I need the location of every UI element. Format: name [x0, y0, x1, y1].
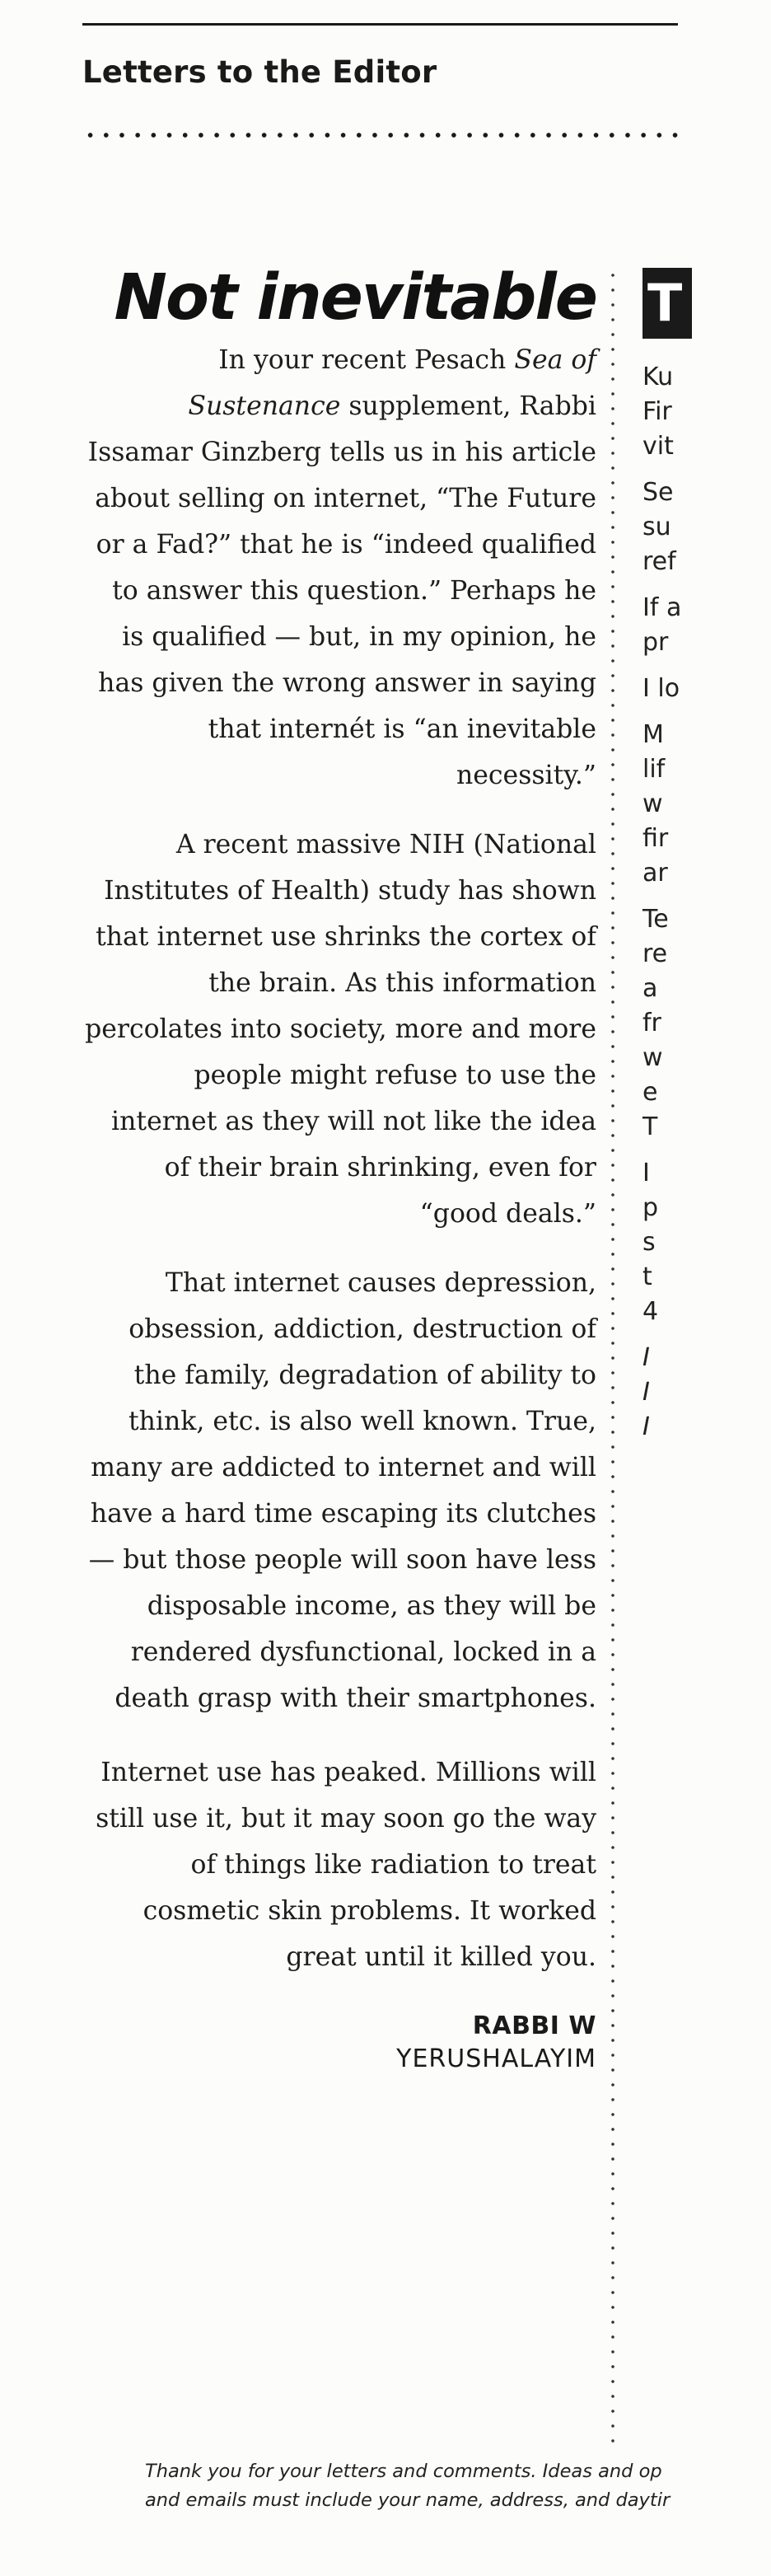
next-letter-fragment: e: [642, 1078, 658, 1107]
next-letter-fragment: T: [642, 1112, 658, 1141]
next-letter-fragment: a: [642, 974, 658, 1003]
next-letter-italic-fragment: I: [642, 1412, 650, 1441]
next-letter-fragment: vit: [642, 432, 674, 461]
next-letter-fragment: fir: [642, 824, 669, 853]
letter-paragraph-1: [82, 337, 596, 799]
next-letter-fragment: su: [642, 513, 671, 541]
next-letter-fragment: lif: [642, 755, 666, 784]
next-letter-fragment: Te: [642, 905, 669, 934]
letter-paragraph-1-rest: supplement, Rabbi Issamar Ginzberg tells us in his article about selling on internet, “The Future or a Fad?” that he is “indeed qualified to answer this question.” Perhaps he is qualified — but, in my opinion, he has given the wrong answer in saying that internét is “an inevitable necessity.”: [87, 391, 596, 790]
section-title: Letters to the Editor: [82, 54, 437, 90]
next-letter-text-fragments: [642, 360, 692, 1445]
next-letter-fragment: Fir: [642, 397, 672, 426]
next-letter-headline-initial: T: [642, 268, 692, 339]
dotted-divider: [82, 132, 678, 138]
next-letter-fragment: p: [642, 1193, 659, 1222]
next-letter-fragment: ref: [642, 547, 676, 576]
letter-signature: RABBI W: [472, 2011, 596, 2040]
next-letter-fragment: w: [642, 789, 663, 818]
letter: [82, 261, 596, 2076]
top-rule: [82, 23, 678, 26]
next-letter-italic-fragment: I: [642, 1343, 650, 1372]
letter-headline: Not inevitable: [114, 261, 596, 335]
letter-paragraph-2: A recent massive NIH (National Institutes of Health) study has shown that internet use shrinks the cortex of the brain. As this information percolates into society, more and more people might refuse to use the internet as they will not like the idea of their brain shrinking, even for “good deals.”: [85, 829, 596, 1229]
next-letter-fragment: w: [642, 1043, 663, 1072]
footer-note: [145, 2457, 771, 2515]
letter-paragraph-4: Internet use has peaked. Millions will still use it, but it may soon go the way of things like radiation to treat cosmetic skin problems. It worked great until it killed you.: [96, 1757, 596, 1972]
next-letter-fragment: If a: [642, 593, 682, 622]
next-letter-fragment: M: [642, 720, 664, 749]
letter-location: YERUSHALAYIM: [396, 2044, 596, 2073]
footer-note-line-1: Thank you for your letters and comments. Ideas and op: [145, 2461, 662, 2482]
next-letter-fragment: fr: [642, 1009, 661, 1037]
column-divider: [611, 268, 614, 2452]
next-letter-fragment: Ku: [642, 363, 674, 391]
letter-paragraph-3: That internet causes depression, obsession, addiction, destruction of the family, degradation of ability to think, etc. is also well known. True, many are addicted to internet and will have a hard time escaping its clutches — but those people will soon have less disposable income, as they will be rendered dysfunctional, locked in a death grasp with their smartphones.: [88, 1267, 596, 1713]
next-letter-fragment: pr: [642, 628, 669, 657]
next-letter-fragment: I lo: [642, 674, 680, 703]
footer-note-line-2: and emails must include your name, address, and daytir: [145, 2489, 671, 2511]
next-letter-fragment: t: [642, 1262, 652, 1291]
letter-paragraph-1-start: In your recent Pesach: [218, 344, 515, 375]
next-letter-fragment: I: [642, 1159, 650, 1187]
next-letter-fragment: s: [642, 1228, 656, 1257]
next-letter-fragment: re: [642, 939, 668, 968]
next-letter-fragment: 4: [642, 1297, 659, 1326]
next-letter-italic-fragment: I: [642, 1378, 650, 1407]
supplement-title: Sea of Sustenance: [188, 344, 596, 421]
next-letter-fragment: Se: [642, 478, 674, 507]
next-letter-fragment: ar: [642, 859, 668, 888]
next-letter-column: [642, 268, 692, 1445]
